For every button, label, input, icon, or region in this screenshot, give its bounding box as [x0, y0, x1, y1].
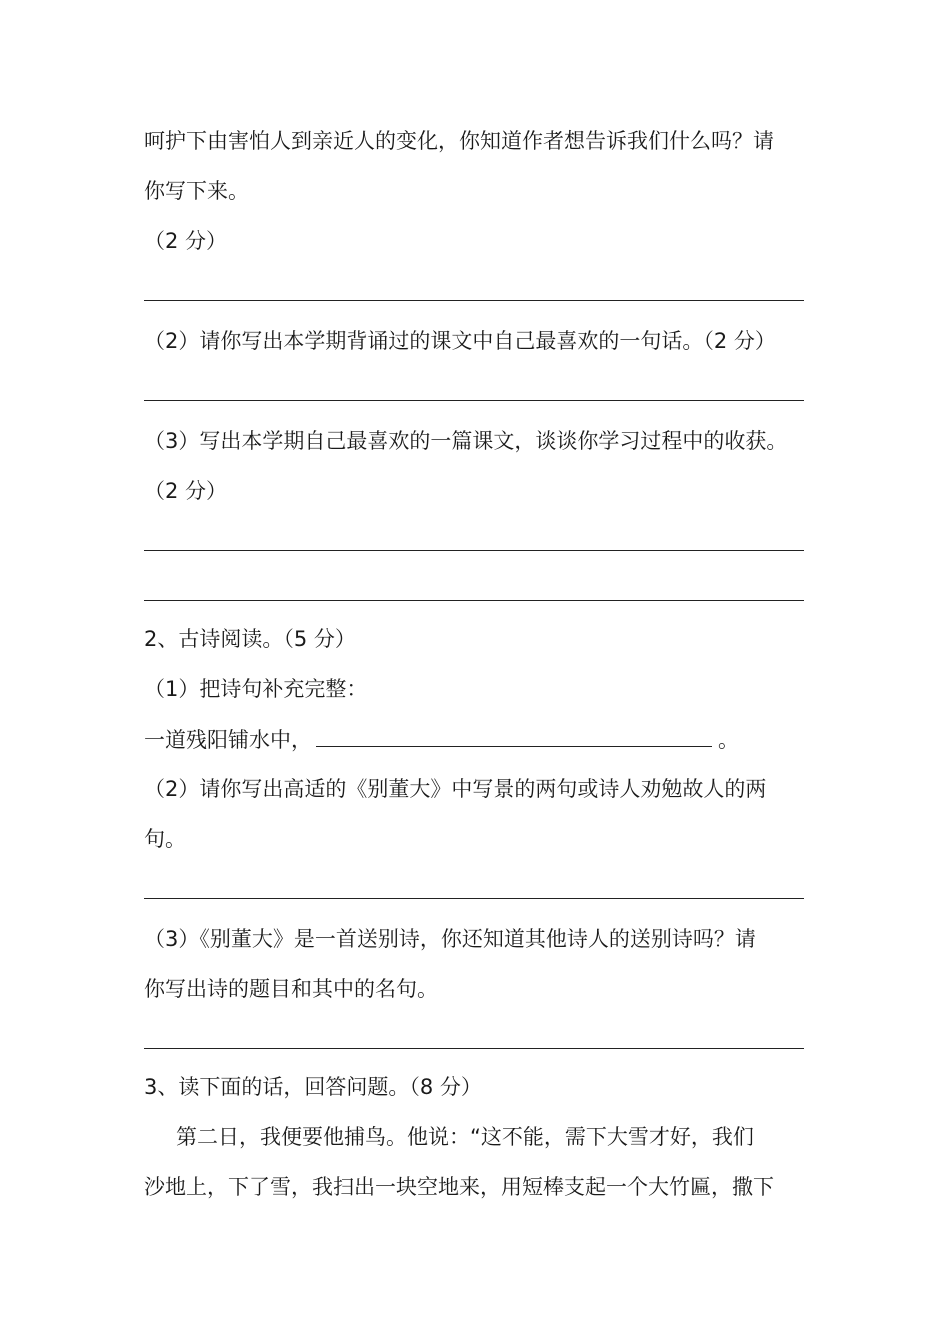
poem-fill-line — [144, 724, 739, 755]
reading-passage-line: 沙地上，下了雪，我扫出一块空地来，用短棒支起一个大竹匾，撒下 — [144, 1175, 774, 1199]
sub-question-1: （1）把诗句补充完整： — [144, 677, 368, 701]
answer-blank-line[interactable] — [144, 600, 804, 601]
answer-blank-line[interactable] — [144, 550, 804, 551]
section-2-heading: 2、古诗阅读。（5 分） — [144, 627, 356, 651]
answer-blank-line[interactable] — [144, 898, 804, 899]
text-line: 呵护下由害怕人到亲近人的变化，你知道作者想告诉我们什么吗？请 — [144, 129, 774, 153]
score-note: （2 分） — [144, 479, 228, 503]
poem-end-mark: 。 — [718, 728, 739, 752]
answer-blank-line[interactable] — [144, 400, 804, 401]
text-line: 句。 — [144, 827, 186, 851]
poem-first-half: 一道残阳铺水中， — [144, 728, 312, 752]
poem-fill-blank[interactable] — [316, 724, 712, 747]
sub-question-3: （3）《别董大》是一首送别诗，你还知道其他诗人的送别诗吗？请 — [144, 927, 756, 951]
score-note: （2 分） — [144, 229, 228, 253]
reading-passage-line: 第二日，我便要他捕鸟。他说：“这不能，需下大雪才好，我们 — [176, 1125, 754, 1149]
answer-blank-line[interactable] — [144, 300, 804, 301]
answer-blank-line[interactable] — [144, 1048, 804, 1049]
text-line: 你写下来。 — [144, 179, 249, 203]
text-line: 你写出诗的题目和其中的名句。 — [144, 977, 438, 1001]
section-3-heading: 3、读下面的话，回答问题。（8 分） — [144, 1075, 482, 1099]
question-2: （2）请你写出本学期背诵过的课文中自己最喜欢的一句话。（2 分） — [144, 329, 776, 353]
sub-question-2: （2）请你写出高适的《别董大》中写景的两句或诗人劝勉故人的两 — [144, 777, 767, 801]
question-3: （3）写出本学期自己最喜欢的一篇课文，谈谈你学习过程中的收获。 — [144, 429, 788, 453]
